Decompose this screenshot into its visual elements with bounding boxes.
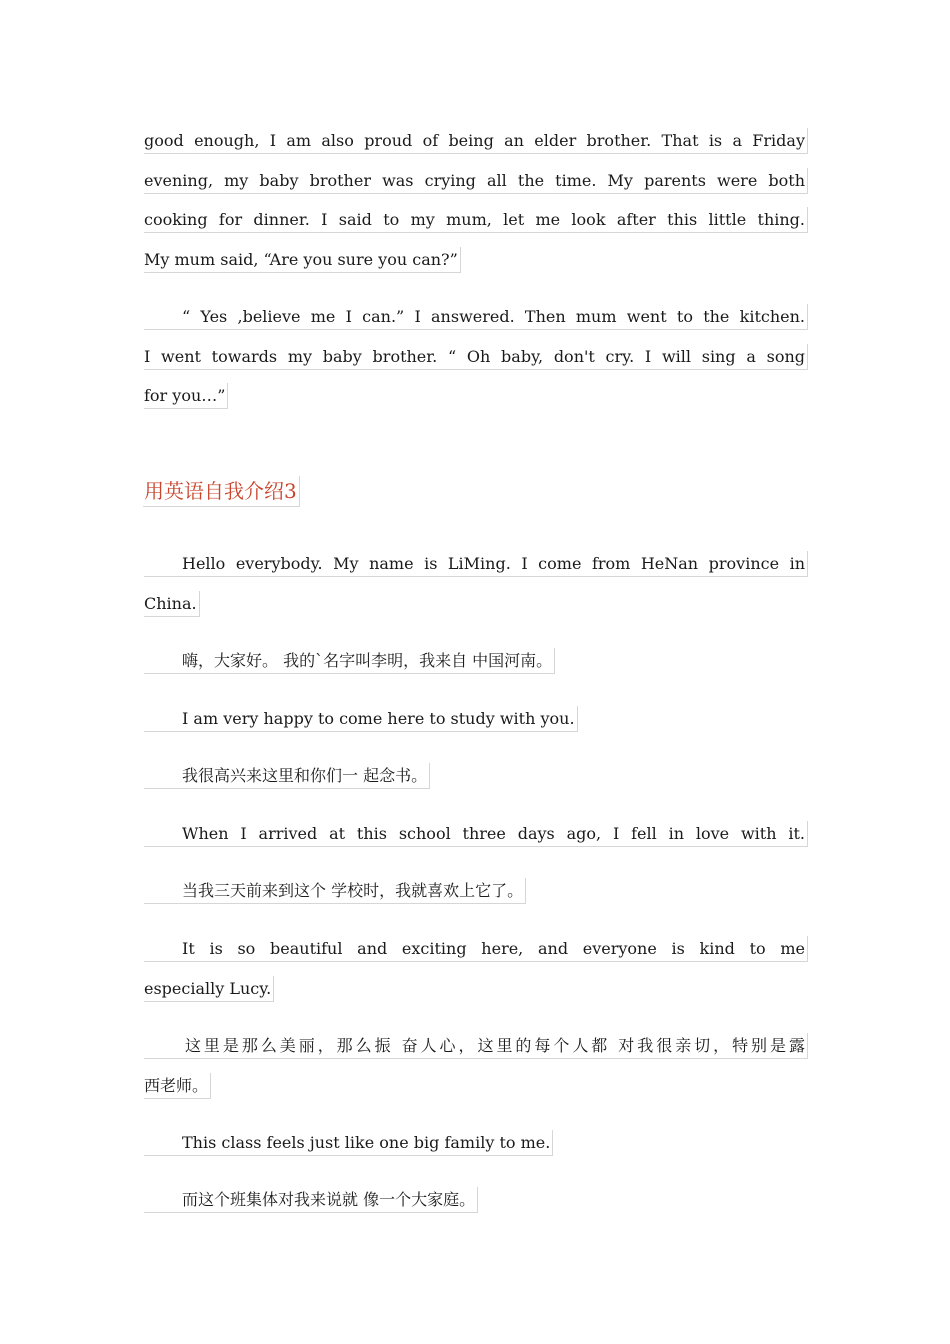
text-line: “ Yes ,believe me I can.” I answered. Then mum went to the kitchen. <box>143 303 807 343</box>
intro-paragraph <box>143 935 807 1014</box>
text-line: especially Lucy. <box>143 975 807 1015</box>
text-line: This class feels just like one big family to me. <box>143 1129 807 1169</box>
intro-paragraph <box>143 1129 807 1169</box>
translation-paragraph <box>143 762 807 802</box>
translation-paragraph <box>143 877 807 917</box>
text-line: evening, my baby brother was crying all the time. My parents were both <box>143 167 807 207</box>
text-line: for you…” <box>143 382 807 422</box>
text-line: My mum said, “Are you sure you can?” <box>143 246 807 286</box>
text-line: It is so beautiful and exciting here, and everyone is kind to me <box>143 935 807 975</box>
text-line: cooking for dinner. I said to my mum, let me look after this little thing. <box>143 206 807 246</box>
story-paragraph-1 <box>143 127 807 285</box>
story-paragraph-2 <box>143 303 807 422</box>
translation-paragraph <box>143 1186 807 1226</box>
intro-paragraph <box>143 550 807 629</box>
text-line: I am very happy to come here to study with you. <box>143 705 807 745</box>
translation-paragraph <box>143 1032 807 1111</box>
section-heading: 用英语自我介绍3 <box>143 476 300 507</box>
text-line: 我很高兴来这里和你们一 起念书。 <box>143 762 807 802</box>
text-line: good enough, I am also proud of being an elder brother. That is a Friday <box>143 127 807 167</box>
text-line: When I arrived at this school three days ago, I fell in love with it. <box>143 820 807 860</box>
intro-paragraph <box>143 820 807 860</box>
text-line: I went towards my baby brother. “ Oh baby, don't cry. I will sing a song <box>143 343 807 383</box>
text-line: Hello everybody. My name is LiMing. I come from HeNan province in <box>143 550 807 590</box>
text-line: China. <box>143 590 807 630</box>
text-line: 这里是那么美丽，那么振 奋人心，这里的每个人都 对我很亲切，特别是露 <box>143 1032 807 1072</box>
text-line: 西老师。 <box>143 1072 807 1112</box>
translation-paragraph <box>143 647 807 687</box>
text-line: 嗨，大家好。 我的`名字叫李明，我来自 中国河南。 <box>143 647 807 687</box>
text-line: 而这个班集体对我来说就 像一个大家庭。 <box>143 1186 807 1226</box>
text-line: 当我三天前来到这个 学校时，我就喜欢上它了。 <box>143 877 807 917</box>
intro-paragraph <box>143 705 807 745</box>
